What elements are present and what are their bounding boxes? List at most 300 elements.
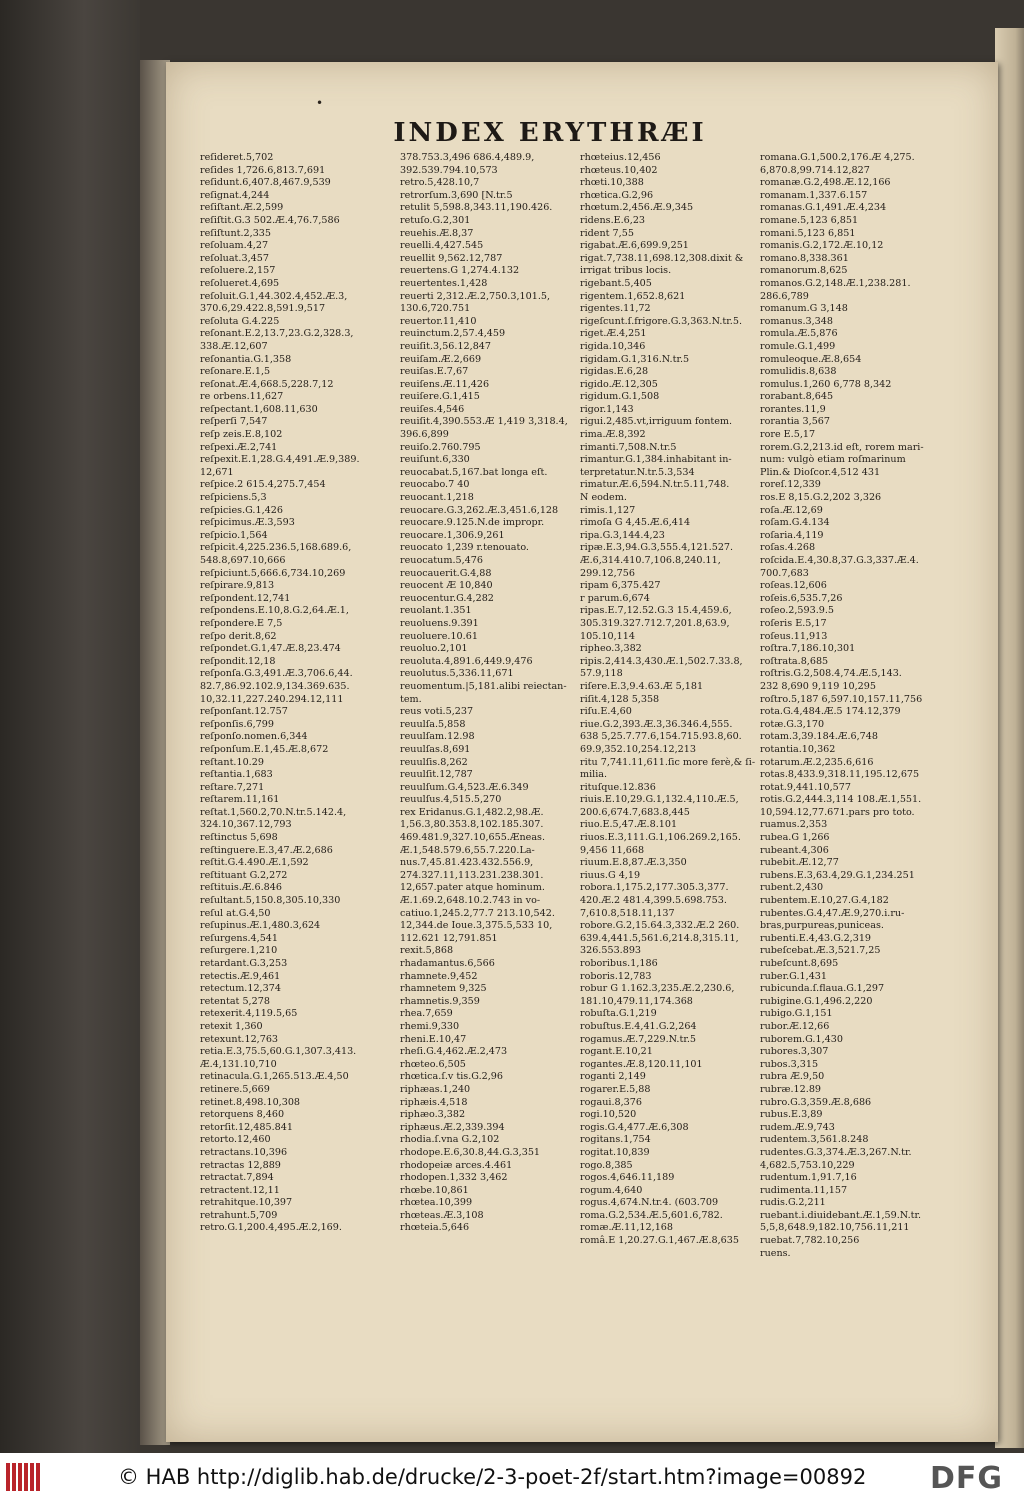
index-entry: num: vulgò etiam roſmarinum [760,454,906,466]
index-entry: Æ.4,131.10,710 [200,1058,277,1070]
index-entry: retinere.5,669 [200,1083,270,1095]
index-entry: Æ.1,548.579.6,55.7.220.La- [400,844,535,856]
index-entry: reſp zeis.E.8,102 [200,429,283,441]
index-entry: 12,344.de Ioue.3,375.5,533 10, [400,920,553,932]
index-entry: robur G 1.162.3,235.Æ.2,230.6, [580,983,735,995]
index-entry: reuulſit.12,787 [400,769,473,781]
index-entry: rorem.G.2,213.id eſt, rorem mari- [760,441,924,453]
index-entry: reuulſus.4,515.5,270 [400,794,502,806]
index-entry: reſponſa.G.3,491.Æ.3,706.6,44. [200,668,353,680]
index-entry: 9,456 11,668 [580,844,645,856]
index-entry: ripam 6,375.427 [580,580,661,592]
index-entry: rubor.Æ.12,66 [760,1020,830,1032]
index-entry: rex Eridanus.G.1,482.2,98.Æ. [400,806,544,818]
index-entry: retexerit.4,119.5,65 [200,1008,298,1020]
index-entry: reſoluta G.4.225 [200,315,280,327]
index-entry: rubus.E.3,89 [760,1109,823,1121]
index-entry: 469.481.9,327.10,655.Æneas. [400,832,546,844]
index-entry: retardant.G.3,253 [200,958,288,969]
index-entry: nus.7,45.81.423.432.556.9, [400,857,534,869]
index-entry: rhœteia.5,646 [400,1222,470,1234]
index-entry: rubens.E.3,63.4,29.G.1,234.251 [760,869,915,881]
index-entry: rogamus.Æ.7,229.N.tr.5 [580,1033,697,1045]
index-entry: rhodia.ſ.vna G.2,102 [400,1134,500,1146]
index-entry: rorantes.11,9 [760,403,826,415]
index-entry: reſiſtit.G.3 502.Æ.4,76.7,586 [200,214,340,226]
index-entry: 299.12,756 [580,567,635,579]
index-entry: reſpice.2 615.4,275.7,454 [200,479,326,491]
index-entry: reuertentes.1,428 [400,277,488,289]
index-entry: rudentem.3,561.8.248 [760,1134,869,1146]
index-entry: rubores.3,307 [760,1046,829,1058]
index-entry: rubigine.G.1,496.2,220 [760,995,873,1007]
index-entry: romula.Æ.5,876 [760,328,838,340]
index-entry: reſtantia.1,683 [200,769,273,781]
index-entry: retractans.10,396 [200,1146,288,1158]
index-entry: rhemi.9,330 [400,1020,460,1032]
index-entry: reſpectant.1,608.11,630 [200,403,318,415]
index-entry: roſeo.2,593.9.5 [760,605,835,617]
index-entry: roſa.Æ.12,69 [760,504,823,516]
index-entry: roſeas.12,606 [760,580,827,592]
index-entry: 378.753.3,496 686.4,489.9, [400,152,535,163]
index-entry: retrorſum.3,690 [N.tr.5 [400,189,513,201]
index-entry: 274.327.11,113.231.238.301. [400,869,544,881]
index-entry: rubebit.Æ.12,77 [760,857,839,869]
index-entry: reuiſas.E.7,67 [400,366,469,378]
index-entry: ripa.G.3,144.4,23 [580,529,665,541]
index-entry: rhœtica.G.2,96 [580,189,654,201]
index-entry: rotis.G.2,444.3,114 108.Æ.1,551. [760,794,922,806]
index-entry: reuulſis.8,262 [400,756,468,768]
index-entry: rudimenta.11,157 [760,1184,848,1196]
index-entry: retentat 5,278 [200,995,270,1007]
index-entry: reuocare.G.3,262.Æ.3,451.6,128 [400,504,559,516]
index-entry: rigat.7,738.11,698.12,308.dixit & [580,252,744,264]
index-entry: rhœteo.6,505 [400,1058,466,1070]
dfg-logo: DFG [930,1461,1004,1496]
index-entry: retrahunt.5,709 [200,1209,278,1221]
hab-logo-icon [6,1463,44,1491]
index-entry: reuiſit.4,390.553.Æ 1,419 3,318.4, [400,416,568,428]
index-entry: reſpondent.12,741 [200,592,291,604]
index-entry: riphæo.3,382 [400,1109,466,1121]
index-entry: rota.G.4,484.Æ.5 174.12,379 [760,706,901,718]
index-entry: roboribus.1,186 [580,958,658,969]
index-entry: reſonantia.G.1,358 [200,353,292,365]
index-entry: rheni.E.10,47 [400,1033,467,1045]
index-entry: rubos.3,315 [760,1058,819,1070]
index-entry: retorquens 8,460 [200,1109,285,1121]
index-entry: reuocare.1,306.9,261 [400,529,505,541]
index-entry: reſpexi.Æ.2,741 [200,441,278,453]
index-entry: reſultant.5,150.8,305.10,330 [200,895,341,907]
index-entry: rhea.7,659 [400,1008,453,1020]
index-entry: rogos.4,646.11,189 [580,1172,675,1184]
index-entry: rigui.2,485.vt,irriguum fontem. [580,416,733,428]
index-entry: N eodem. [580,492,627,504]
index-entry: riphæis.4,518 [400,1096,468,1108]
index-entry: rexit.5,868 [400,945,454,957]
index-entry: rogaui.8,376 [580,1096,642,1108]
index-entry: reſpondet.G.1,47.Æ.8,23.474 [200,643,341,655]
index-entry: rhœti.10,388 [580,177,644,189]
index-entry: rigeſcunt.ſ.frigore.G.3,363.N.tr.5. [580,315,743,327]
index-entry: r parum.6,674 [580,592,650,604]
index-entry: reuocabo.7 40 [400,479,470,491]
index-entry: reuerti 2,312.Æ.2,750.3,101.5, [400,290,551,302]
index-entry: romano.8,338.361 [760,252,849,264]
index-entry: reuolant.1.351 [400,605,472,617]
index-entry: rigor.1,143 [580,403,634,415]
index-entry: reſpondit.12,18 [200,655,276,667]
index-entry: româ.E 1,20.27.G.1,467.Æ.8,635 [580,1235,739,1247]
index-entry: ruens. [760,1247,791,1259]
index-entry: 370.6,29.422.8,591.9,517 [200,303,326,315]
index-entry: retro.5,428.10,7 [400,177,480,189]
index-entry: riuis.E.10,29.G.1,132.4,110.Æ.5, [580,794,739,806]
index-entry: 324.10,367.12,793 [200,819,292,831]
index-entry: roſeis.6,535.7,26 [760,592,843,604]
index-entry: ritu 7,741.11,611.ſic more ferè,& ſi- [580,756,756,768]
index-entry: retorto.12,460 [200,1134,271,1146]
index-entry: retractas 12,889 [200,1159,281,1171]
index-entry: riuum.E.8,87.Æ.3,350 [580,857,687,869]
index-entry: rhodopen.1,332 3,462 [400,1172,508,1184]
index-entry: retorſit.12,485.841 [200,1121,293,1133]
index-entry: rubea.G 1,266 [760,832,830,844]
index-entry: 6,870.8,99.714.12,827 [760,164,870,176]
index-entry: rimanti.7,508.N.tr.5 [580,441,677,453]
index-entry: rhamnetis.9,359 [400,995,480,1007]
index-entry: rogis.G.4,477.Æ.6,308 [580,1121,689,1133]
index-entry: rubræ.12.89 [760,1083,822,1095]
index-entry: reuertor.11,410 [400,315,477,327]
index-entry: 396.6,899 [400,429,449,441]
index-entry: 12,671 [200,466,234,478]
index-entry: reuomentum.|5,181.alibi reiectan- [400,680,567,692]
index-entry: reſiſtant.Æ.2,599 [200,202,284,214]
index-entry: bras,purpureas,puniceas. [760,920,884,932]
index-entry: romane.5,123 6,851 [760,214,859,226]
index-entry: rhœteas.Æ.3,108 [400,1209,484,1221]
index-entry: retectis.Æ.9,461 [200,970,281,982]
index-entry: 232 8,690 9,119 10,295 [760,680,876,692]
index-entry: reſponſum.E.1,45.Æ.8,672 [200,743,329,755]
index-entry: retia.E.3,75.5,60.G.1,307.3,413. [200,1046,357,1058]
index-entry: reſponſo.nomen.6,344 [200,731,308,743]
index-entry: rigentes.11,72 [580,303,651,315]
index-entry: reſpicimus.Æ.3,593 [200,517,295,529]
index-entry: rogi.10,520 [580,1109,637,1121]
index-entry: reſtarem.11,161 [200,794,280,806]
index-entry: roreſ.12,339 [760,479,821,491]
index-entry: retectum.12,374 [200,983,281,995]
index-entry: reuulſam.12.98 [400,731,475,743]
index-entry: robuſtus.E.4,41.G.2,264 [580,1020,697,1032]
index-entry: reuertens.G 1,274.4.132 [400,265,520,277]
index-entry: rimis.1,127 [580,504,636,516]
index-entry: roſtro.5,187 6,597.10,157.11,756 [760,693,923,705]
index-entry: 10,594.12,77.671.pars pro toto. [760,806,915,818]
index-entry: 112.621 12,791.851 [400,932,498,944]
index-entry: reſides 1,726.6,813.7,691 [200,164,326,176]
index-entry: 130.6,720.751 [400,303,471,315]
index-entry: 12,657.pater atque hominum. [400,882,545,894]
index-entry: rhamnete.9,452 [400,970,478,982]
index-entry: terpretatur.N.tr.5.3,534 [580,466,695,478]
index-entry: rubent.2,430 [760,882,824,894]
index-entry: reſiſtunt.2,335 [200,227,272,239]
index-entry: reſpo derit.8,62 [200,630,277,642]
index-entry: rotat.9,441.10,577 [760,781,851,793]
index-entry: reſtituis.Æ.6.846 [200,882,282,894]
index-entry: reſonat.Æ.4,668.5,228.7,12 [200,378,334,390]
index-entry: 10,32.11,227.240.294.12,111 [200,693,344,705]
index-entry: 700.7,683 [760,567,809,579]
index-entry: rigida.10,346 [580,340,646,352]
index-entry: 548.8,697.10,666 [200,555,286,566]
index-entry: ruebant.i.diuidebant.Æ.1,59.N.tr. [760,1209,922,1221]
index-entry: rhœtum.2,456.Æ.9,345 [580,202,694,214]
index-entry: roſtrata.8,685 [760,655,829,667]
index-entry: romanas.G.1,491.Æ.4,234 [760,202,887,214]
index-entry: reſpicit.4,225.236.5,168.689.6, [200,542,352,554]
index-entry: rubeant.4,306 [760,844,829,856]
index-entry: roſeus.11,913 [760,630,828,642]
index-entry: reuoluo.2,101 [400,643,468,655]
index-entry: riuo.E.5,47.Æ.8.101 [580,819,678,831]
index-entry: rhodope.E.6,30.8,44.G.3,351 [400,1146,541,1158]
index-entry: rituſque.12.836 [580,781,656,793]
index-entry: re orbens.11,627 [200,391,284,403]
index-entry: reſpirare.9,813 [200,580,275,592]
index-entry: rigido.Æ.12,305 [580,378,658,390]
index-entry: rubentes.G.4,47.Æ.9,270.i.ru- [760,907,905,919]
index-entry: rhœbe.10,861 [400,1184,469,1196]
index-entry: reſpiciunt.5,666.6,734.10,269 [200,567,346,579]
index-entry: rimoſa G 4,45.Æ.6,414 [580,517,691,529]
index-entry: roſtris.G.2,508.4,74.Æ.5,143. [760,668,902,680]
index-entry: 420.Æ.2 481.4,399.5.698.753. [580,895,727,907]
index-entry: 639.4,441.5,561.6,214.8,315.11, [580,932,739,944]
index-entry: rimantur.G.1,384.inhabitant in- [580,454,732,466]
index-entry: rhamnetem 9,325 [400,983,487,995]
index-entry: roſcida.E.4,30.8,37.G.3,337.Æ.4. [760,555,919,566]
index-entry: romanis.G.2,172.Æ.10,12 [760,240,884,252]
index-entry: riuos.E.3,111.G.1,106.269.2,165. [580,832,741,844]
index-entry: romulus.1,260 6,778 8,342 [760,378,892,390]
page-title: INDEX ERYTHRÆI [393,118,707,148]
index-column-4 [760,152,982,1260]
index-entry: reuiſens.Æ.11,426 [400,378,490,390]
index-entry: reſonant.E.2,13.7,23.G.2,328.3, [200,328,354,340]
index-entry: 305.319.327.712.7,201.8,63.9, [580,617,730,629]
index-entry: rotarum.Æ.2,235.6,616 [760,756,874,768]
index-entry: reuocato 1,239 r.tenouato. [400,542,529,554]
index-entry: rorabant.8,645 [760,391,834,403]
index-entry: reus voti.5,237 [400,706,474,718]
index-entry: Æ.1.69.2,648.10.2.743 in vo- [400,895,541,907]
index-entry: rident 7,55 [580,227,634,239]
book-spine-shadow [0,0,140,1453]
index-entry: reuehis.Æ.8,37 [400,227,474,239]
index-entry: reuolutus.5,336.11,671 [400,668,514,680]
index-entry: ripas.E.7,12.52.G.3 15.4,459.6, [580,605,732,617]
index-entry: reſtituant G.2,272 [200,869,288,881]
index-entry: rubentem.E.10,27.G.4,182 [760,895,889,907]
index-entry: rigabat.Æ.6,699.9,251 [580,240,689,252]
footer-bar [0,1453,1024,1501]
index-entry: ripis.2,414.3,430.Æ.1,502.7.33.8, [580,655,743,667]
index-column-2 [400,152,580,1235]
index-entry: 638 5,25.7.77.6,154.715.93.8,60. [580,731,742,743]
index-entry: reſpondens.E.10,8.G.2,64.Æ.1, [200,605,349,617]
index-entry: riphæas.1,240 [400,1083,471,1095]
index-entry: reſpicio.1,564 [200,529,268,541]
index-entry: rima.Æ.8,392 [580,429,646,441]
index-entry: reſonare.E.1,5 [200,366,271,378]
index-entry: rigidum.G.1,508 [580,391,660,403]
index-entry: roboris.12,783 [580,970,652,982]
index-entry: reuocent Æ 10,840 [400,580,493,592]
footer-credit-link[interactable]: © HAB http://diglib.hab.de/drucke/2-3-poet-2f/start.htm?image=00892 [118,1465,867,1489]
index-entry: ridens.E.6,23 [580,214,646,226]
index-entry: retexunt.12,763 [200,1033,279,1045]
index-entry: romule.G.1,499 [760,340,836,352]
index-entry: reſtit.G.4.490.Æ.1,592 [200,857,309,869]
index-entry: riuus.G 4,19 [580,869,641,881]
index-entry: catiuo.1,245.2,77.7 213.10,542. [400,907,555,919]
index-entry: rogarer.E.5,88 [580,1083,651,1095]
index-entry: 1,56.3,80.353.8,102.185.307. [400,819,544,831]
index-entry: reuocabat.5,167.bat longa eſt. [400,466,548,478]
next-page-edge [995,28,1024,1448]
index-entry: reuulſum.G.4,523.Æ.6.349 [400,781,529,793]
index-entry: reſtinctus 5,698 [200,832,278,844]
index-entry: rhœteus.10,402 [580,164,658,176]
index-entry: rotas.8,433.9,318.11,195.12,675 [760,769,920,781]
index-entry: romulidis.8,638 [760,366,837,378]
index-entry: reſpondere.E 7,5 [200,617,283,629]
index-entry: rotantia.10,362 [760,743,836,755]
index-entry: reſpiciens.5,3 [200,492,267,504]
index-entry: rudentes.G.3,374.Æ.3,267.N.tr. [760,1146,912,1158]
index-entry: ruebat.7,782.10,256 [760,1235,860,1247]
index-entry: 200.6,674.7,683.8,445 [580,806,690,818]
index-entry: rogum.4,640 [580,1184,643,1196]
index-entry: reſurgens.4,541 [200,932,279,944]
index-entry: reſul at.G.4,50 [200,907,271,919]
index-entry: riſu.E.4,60 [580,706,632,718]
index-entry: riue.G.2,393.Æ.3,36.346.4,555. [580,718,733,730]
index-entry: 392.539.794.10,573 [400,164,498,176]
index-entry: reſtinguere.E.3,47.Æ.2,686 [200,844,333,856]
index-entry: retexit 1,360 [200,1020,263,1032]
index-entry: milia. [580,769,608,781]
index-entry: robora.1,175.2,177.305.3,377. [580,882,729,894]
index-entry: reuoluens.9.391 [400,617,479,629]
index-entry: roma.G.2,534.Æ.5,601.6,782. [580,1209,723,1221]
index-entry: rubenti.E.4,43.G.2,319 [760,932,872,944]
index-entry: rhodopeiæ arces.4.461 [400,1159,513,1171]
index-entry: rogantes.Æ.8,120.11,101 [580,1058,703,1070]
index-entry: reſolueret.4,695 [200,277,280,289]
index-entry: reſpicies.G.1,426 [200,504,283,516]
index-entry: rogitat.10,839 [580,1146,650,1158]
index-entry: romanorum.8,625 [760,265,848,277]
index-entry: reuocant.1,218 [400,492,474,504]
index-entry: rudentum.1,91.7,16 [760,1172,857,1184]
index-entry: reſtat.1,560.2,70.N.tr.5.142.4, [200,806,347,818]
index-entry: ros.E 8,15.G.2,202 3,326 [760,492,882,504]
index-entry: rigebant.5,405 [580,277,652,289]
index-entry: reuulſas.8,691 [400,743,471,755]
index-entry: reſponſis.6,799 [200,718,274,730]
index-entry: rhœtea.10,399 [400,1197,473,1209]
index-entry: romani.5,123 6,851 [760,227,856,239]
index-entry: reuiſo.2.760.795 [400,441,481,453]
index-entry: reuiſit.3,56.12,847 [400,340,492,352]
index-entry: retro.G.1,200.4,495.Æ.2,169. [200,1222,342,1234]
index-entry: reſtare.7,271 [200,781,265,793]
index-entry: robuſta.G.1,219 [580,1008,657,1020]
index-entry: retulit 5,598.8,343.11,190.426. [400,202,553,214]
index-entry: irrigat tribus locis. [580,265,672,277]
index-entry: riphæus.Æ.2,339.394 [400,1121,505,1133]
index-entry: rotæ.G.3,170 [760,718,825,730]
index-column-3 [580,152,770,1248]
index-entry: rogus.4,674.N.tr.4. (603.709 [580,1197,719,1209]
index-entry: 82.7,86.92.102.9,134.369.635. [200,680,350,692]
index-entry: reſpexit.E.1,28.G.4,491.Æ.9,389. [200,454,360,466]
index-entry: 4,682.5,753.10,229 [760,1159,855,1171]
index-entry: rubeſcebat.Æ.3,521.7,25 [760,945,881,957]
index-entry: riget.Æ.4,251 [580,328,647,340]
index-entry: retractat.7,894 [200,1172,274,1184]
index-entry: rigidam.G.1,316.N.tr.5 [580,353,690,365]
index-entry: 5,5,8,648.9,182.10,756.11,211 [760,1222,910,1234]
index-entry: reuoluta.4,891.6,449.9,476 [400,655,533,667]
index-entry: romæ.Æ.11,12,168 [580,1222,674,1234]
index-entry: romanus.3,348 [760,315,833,327]
index-entry: reuocentur.G.4,282 [400,592,494,604]
index-entry: 7,610.8,518.11,137 [580,907,675,919]
index-entry: reſignat.4,244 [200,189,270,201]
index-entry: roſas.4.268 [760,542,816,554]
index-entry: 286.6,789 [760,290,809,302]
index-entry: rubro.G.3,359.Æ.8,686 [760,1096,872,1108]
index-entry: ruamus.2,353 [760,819,828,831]
index-entry: reſoluat.3,457 [200,252,269,264]
index-entry: rimatur.Æ.6,594.N.tr.5.11,748. [580,479,730,491]
index-entry: roſeris E.5,17 [760,617,827,629]
index-entry: roſam.G.4.134 [760,517,830,529]
index-entry: retuſo.G.2,301 [400,214,471,226]
index-entry: rigentem.1,652.8,621 [580,290,686,302]
index-entry: reſtant.10.29 [200,756,264,768]
index-entry: rudis.G.2,211 [760,1197,826,1209]
index-entry: reuiſere.G.1,415 [400,391,480,403]
index-entry: reuellit 9,562.12,787 [400,252,503,264]
index-entry: reſperſi 7,547 [200,416,268,428]
index-entry: 326.553.893 [580,945,642,957]
index-entry: romanum.G 3,148 [760,303,848,315]
index-entry: reſideret.5,702 [200,152,274,163]
index-entry: 105.10,114 [580,630,635,642]
index-entry: reuiſes.4,546 [400,403,465,415]
index-entry: reuiſunt.6,330 [400,454,470,466]
